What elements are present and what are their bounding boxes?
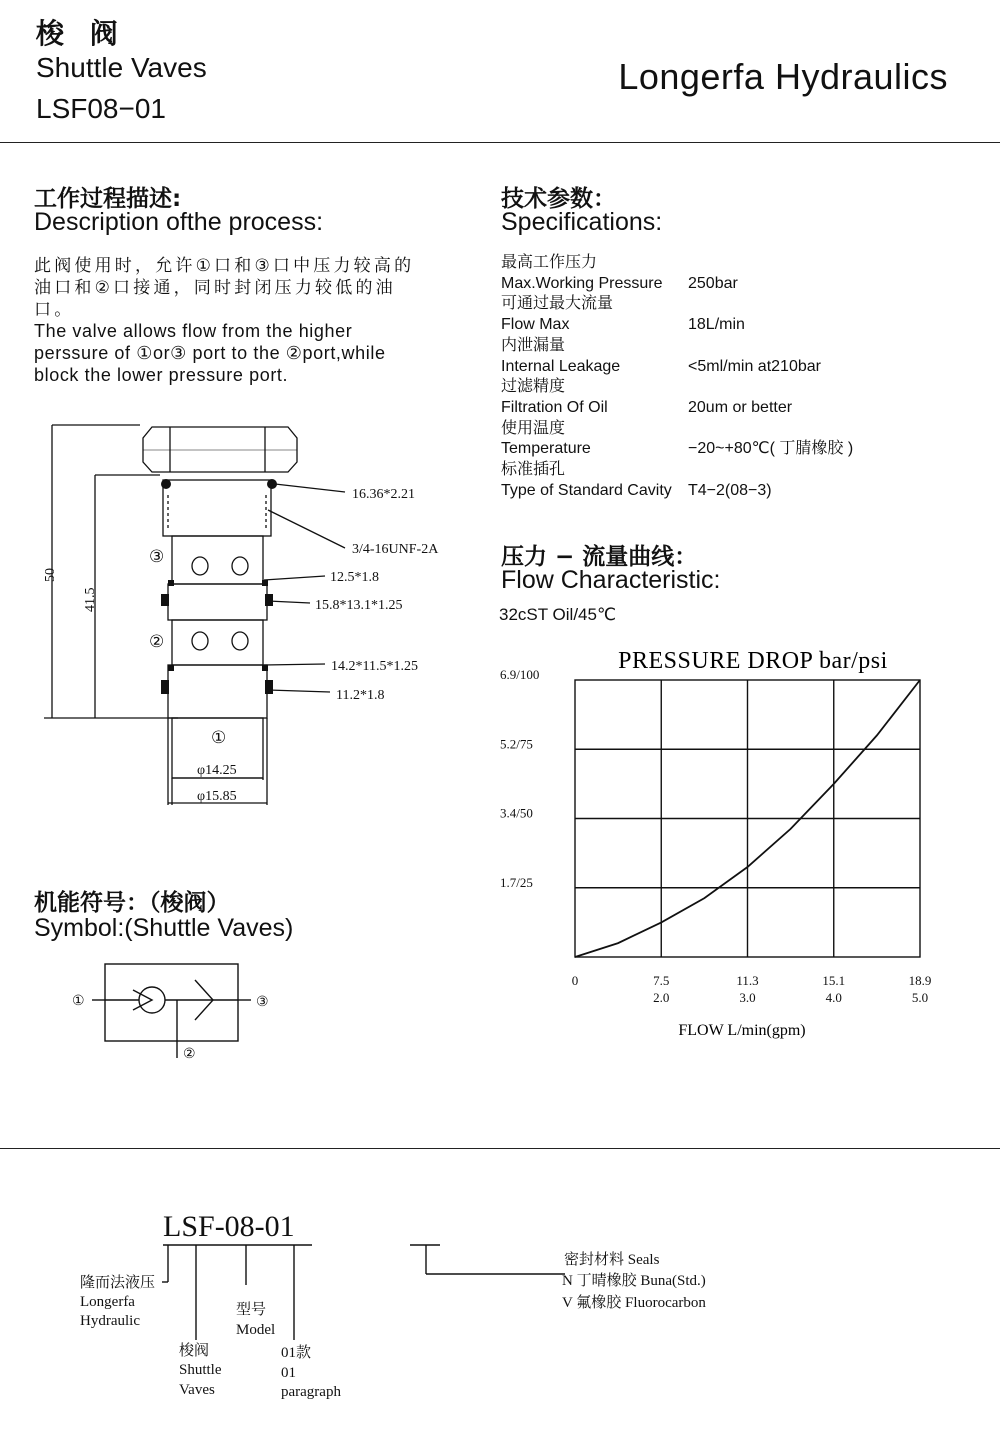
callout-16-36: 16.36*2.21 bbox=[352, 487, 415, 502]
symbol-heading-en: Symbol:(Shuttle Vaves) bbox=[34, 914, 294, 942]
description-en-line: The valve allows flow from the higher bbox=[34, 321, 353, 341]
symbol-port-3: ③ bbox=[256, 995, 269, 1010]
title-cn: 梭 阀 bbox=[36, 17, 126, 50]
seal-option-v: V 氟橡胶 Fluorocarbon bbox=[562, 1295, 706, 1311]
spec-value: 20um or better bbox=[688, 398, 793, 416]
shuttle-valve-symbol bbox=[60, 955, 290, 1065]
chart-x-tick-label-gpm: 3.0 bbox=[739, 990, 756, 1005]
paragraph-label-cn: 01款 bbox=[281, 1345, 312, 1361]
description-heading-en: Description ofthe process: bbox=[34, 208, 324, 236]
port-2-label: ② bbox=[149, 632, 165, 651]
specs-heading-cn: 技术参数： bbox=[501, 186, 616, 212]
spec-value: <5ml/min at210bar bbox=[688, 357, 821, 375]
chart-x-tick-label-gpm: 2.0 bbox=[653, 990, 670, 1005]
spec-label-cn: 可通过最大流量 bbox=[501, 295, 614, 313]
chart-x-tick-label: 18.9 bbox=[908, 973, 932, 988]
chart-x-tick-label-gpm: 5.0 bbox=[911, 990, 929, 1005]
callout-14-2: 14.2*11.5*1.25 bbox=[331, 659, 418, 674]
specs-table bbox=[501, 253, 853, 501]
spec-label: Internal Leakage bbox=[501, 357, 621, 375]
seals-title: 密封材料 Seals bbox=[564, 1252, 660, 1268]
port-3-label: ③ bbox=[149, 547, 165, 566]
brand-label-en-1: Longerfa bbox=[80, 1294, 135, 1310]
callout-12-5: 12.5*1.8 bbox=[330, 570, 379, 585]
spec-label-cn: 过滤精度 bbox=[501, 378, 566, 396]
brand-name: Longerfa Hydraulics bbox=[618, 56, 948, 97]
description-cn-line: 口。 bbox=[34, 300, 75, 320]
chart-x-label: FLOW L/min(gpm) bbox=[678, 1022, 806, 1039]
description-en-line: block the lower pressure port. bbox=[34, 365, 289, 385]
chart-x-tick-label: 15.1 bbox=[822, 973, 846, 988]
chart-y-tick-label: 6.9/100 bbox=[500, 667, 540, 682]
dimension-41-5: 41.5 bbox=[83, 587, 98, 612]
spec-row bbox=[501, 439, 853, 460]
chart-y-tick-label: 1.7/25 bbox=[500, 874, 533, 890]
spec-label-cn: 最高工作压力 bbox=[501, 254, 598, 271]
description-text-cn bbox=[34, 255, 414, 321]
type-label-en-1: Shuttle bbox=[179, 1362, 222, 1378]
spec-value: 250bar bbox=[688, 274, 738, 292]
chart-title: PRESSURE DROP bar/psi bbox=[618, 648, 888, 674]
spec-row bbox=[501, 274, 853, 295]
paragraph-label-en-2: paragraph bbox=[281, 1384, 341, 1400]
ordering-divider bbox=[0, 1148, 1000, 1149]
spec-label-cn: 内泄漏量 bbox=[501, 336, 566, 354]
model-label-en: Model bbox=[236, 1322, 276, 1338]
symbol-heading-cn: 机能符号：（梭阀） bbox=[34, 890, 230, 916]
description-en-line: perssure of ①or③ port to the ②port,while bbox=[34, 343, 386, 363]
spec-label-cn: 使用温度 bbox=[501, 419, 566, 437]
title-en: Shuttle Vaves bbox=[36, 52, 207, 83]
seal-option-n: N 丁晴橡胶 Buna(Std.) bbox=[562, 1273, 706, 1289]
flow-heading-en: Flow Characteristic: bbox=[501, 566, 721, 594]
chart-x-tick-label-gpm: 4.0 bbox=[825, 990, 842, 1005]
spec-label: Flow Max bbox=[501, 316, 570, 334]
description-text-en bbox=[34, 320, 386, 386]
type-label-cn: 梭阀 bbox=[179, 1343, 210, 1359]
symbol-port-1: ① bbox=[72, 994, 85, 1009]
oil-condition: 32cST Oil/45℃ bbox=[499, 605, 617, 624]
spec-value: −20~+80℃( 丁腈橡胶 ) bbox=[688, 440, 854, 458]
chart-y-tick-label: 5.2/75 bbox=[500, 736, 533, 752]
spec-value: 18L/min bbox=[688, 316, 745, 334]
spec-row bbox=[501, 357, 853, 378]
ordering-code: LSF-08-01 bbox=[163, 1210, 295, 1243]
diameter-inner: φ14.25 bbox=[197, 763, 237, 778]
spec-label: Temperature bbox=[501, 440, 591, 458]
symbol-port-2: ② bbox=[183, 1047, 196, 1062]
spec-label-cn: 标准插孔 bbox=[501, 461, 566, 479]
specs-heading-en: Specifications: bbox=[501, 208, 663, 236]
chart-x-tick-label: 11.3 bbox=[736, 973, 759, 988]
brand-label-cn: 隆而法液压 bbox=[80, 1275, 156, 1291]
spec-label: Max.Working Pressure bbox=[501, 274, 663, 292]
chart-y-tick-label: 3.4/50 bbox=[500, 805, 533, 821]
header-divider bbox=[0, 142, 1000, 143]
spec-row bbox=[501, 481, 853, 502]
chart-x-tick-label: 7.5 bbox=[653, 973, 670, 988]
dimension-50: 50 bbox=[43, 568, 58, 582]
pressure-drop-chart bbox=[490, 640, 960, 1050]
ordering-code-diagram bbox=[60, 1195, 780, 1410]
spec-label: Type of Standard Cavity bbox=[501, 481, 672, 499]
brand-label-en-2: Hydraulic bbox=[80, 1313, 140, 1329]
port-1-label: ① bbox=[211, 728, 227, 747]
callout-thread: 3/4-16UNF-2A bbox=[352, 542, 439, 557]
diameter-outer: φ15.85 bbox=[197, 789, 237, 804]
description-cn-line: 此阀使用时，允许①口和③口中压力较高的 bbox=[34, 256, 415, 276]
spec-row bbox=[501, 315, 853, 336]
flow-heading-cn: 压力 − 流量曲线： bbox=[501, 544, 698, 570]
callout-15-8: 15.8*13.1*1.25 bbox=[315, 598, 403, 613]
type-label-en-2: Vaves bbox=[179, 1382, 215, 1398]
model-number: LSF08−01 bbox=[36, 93, 166, 124]
description-heading-cn: 工作过程描述: bbox=[34, 186, 182, 212]
valve-cross-section-drawing bbox=[30, 415, 480, 815]
callout-11-2: 11.2*1.8 bbox=[336, 688, 385, 703]
spec-row bbox=[501, 398, 853, 419]
model-label-cn: 型号 bbox=[236, 1302, 267, 1318]
paragraph-label-en-1: 01 bbox=[281, 1365, 296, 1381]
spec-label: Filtration Of Oil bbox=[501, 398, 608, 416]
spec-value: T4−2(08−3) bbox=[688, 481, 772, 499]
chart-x-tick-label: 0 bbox=[571, 973, 579, 988]
description-cn-line: 油口和②口接通，同时封闭压力较低的油 bbox=[34, 278, 396, 298]
